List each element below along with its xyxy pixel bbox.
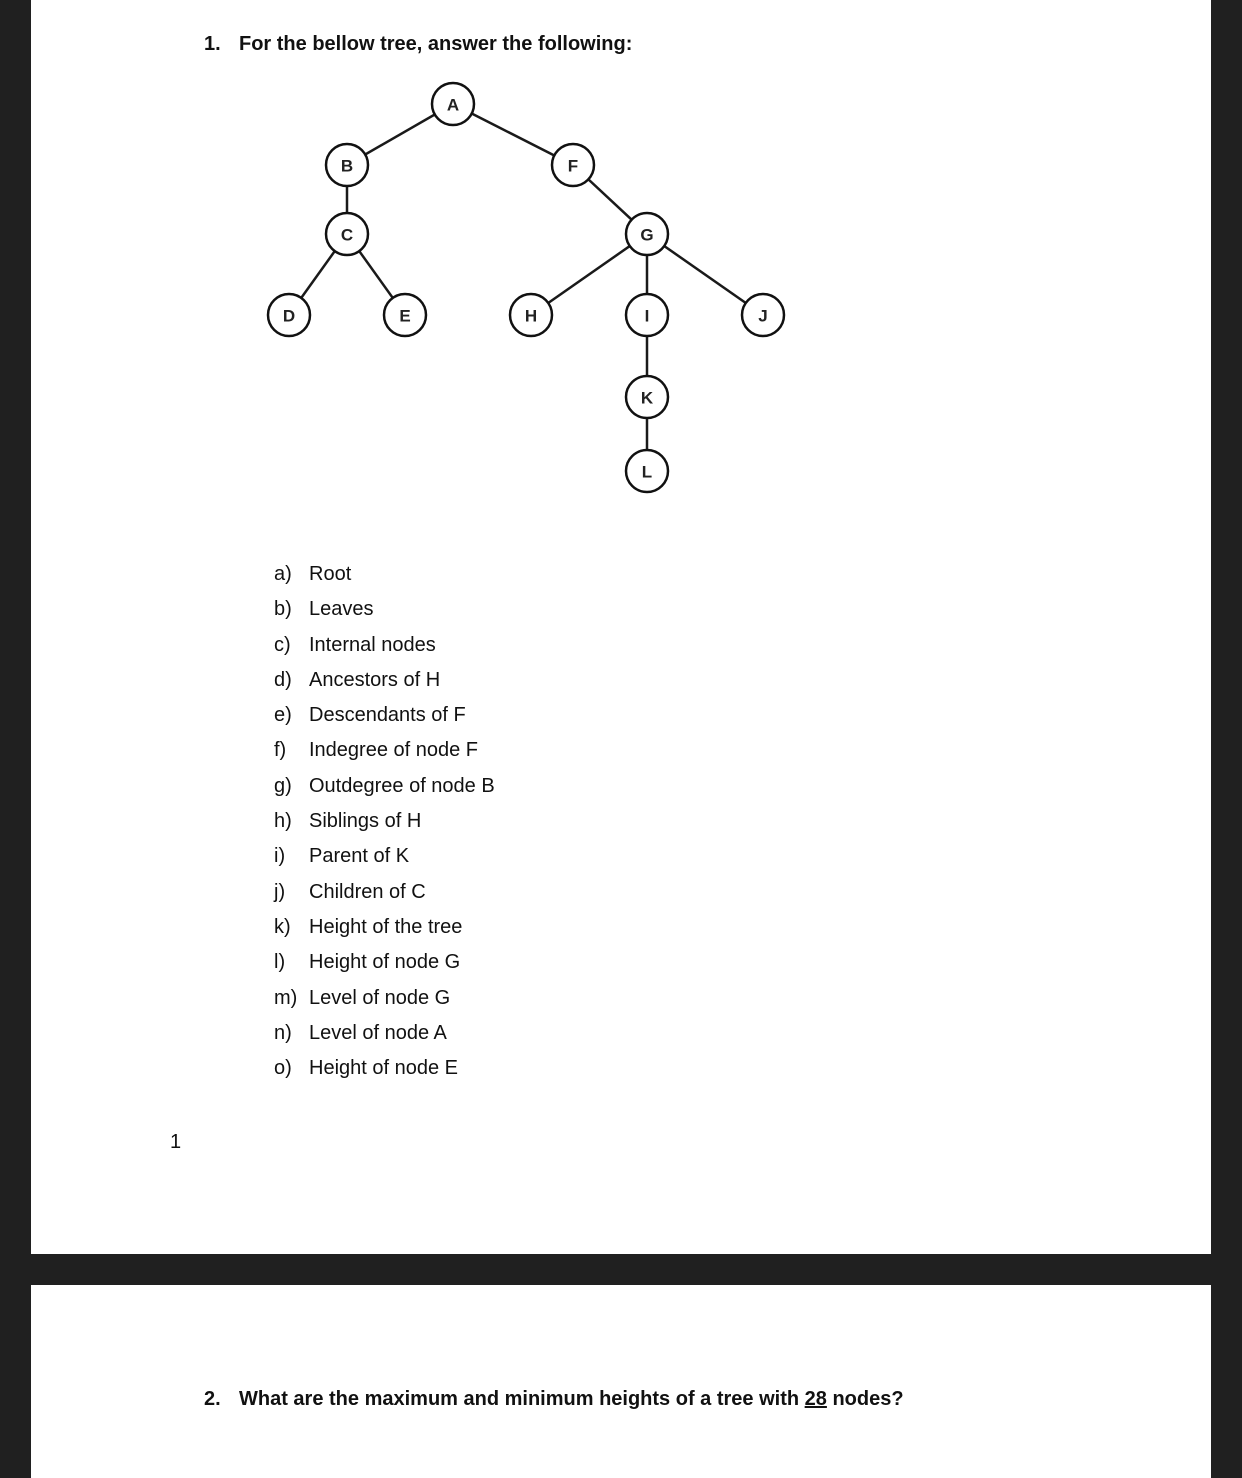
tree-node-l	[626, 450, 668, 492]
sub-question-text: Root	[309, 563, 352, 585]
tree-node-c	[326, 213, 368, 255]
tree-diagram	[31, 0, 1211, 540]
sub-question-item	[274, 593, 495, 628]
sub-question-label: f)	[274, 739, 287, 762]
tree-node-j	[742, 294, 784, 336]
sub-question-text: Descendants of F	[309, 704, 466, 727]
sub-question-text: Height of node E	[309, 1057, 458, 1080]
sub-question-list	[274, 558, 495, 1087]
tree-node-label: F	[567, 156, 579, 176]
tree-node-k	[626, 376, 668, 418]
sub-question-text: Level of node G	[309, 986, 451, 1009]
sub-question-text: Parent of K	[309, 845, 410, 868]
sub-question-item	[274, 946, 495, 981]
tree-node-label: G	[640, 225, 654, 245]
tree-node-label: I	[644, 306, 650, 326]
sub-question-label: i)	[274, 845, 286, 868]
sub-question-text: Height of the tree	[309, 915, 463, 938]
sub-question-label: c)	[274, 633, 291, 656]
question-2-title	[204, 1388, 904, 1411]
sub-question-text: Indegree of node F	[309, 739, 479, 762]
sub-question-text: Height of node G	[309, 951, 461, 974]
tree-node-d	[268, 294, 310, 336]
sub-question-item	[274, 982, 495, 1017]
question-1-text: For the bellow tree, answer the following:	[239, 33, 633, 55]
sub-question-label: a)	[274, 563, 292, 585]
sub-question-text: Outdegree of node B	[309, 774, 495, 797]
tree-node-label: L	[641, 462, 653, 482]
sub-question-label: o)	[274, 1057, 292, 1080]
sub-question-label: b)	[274, 598, 292, 621]
sub-question-label: h)	[274, 810, 292, 833]
sub-question-label: g)	[274, 774, 292, 797]
question-2-node-count: 28	[804, 1388, 827, 1410]
sub-question-label: k)	[274, 915, 291, 938]
sub-question-item	[274, 770, 495, 805]
tree-node-label: E	[399, 306, 411, 326]
tree-node-g	[626, 213, 668, 255]
tree-node-f	[552, 144, 594, 186]
tree-node-a	[432, 83, 474, 125]
sub-question-item	[274, 558, 495, 593]
sub-question-item	[274, 734, 495, 769]
sub-question-item	[274, 1017, 495, 1052]
sub-question-text: Level of node A	[309, 1021, 447, 1044]
tree-node-label: H	[524, 306, 538, 326]
sub-question-label: l)	[274, 951, 286, 974]
sub-question-text: Children of C	[309, 880, 426, 903]
tree-node-label: A	[446, 95, 460, 115]
tree-node-label: K	[640, 388, 654, 408]
sub-question-item	[274, 1052, 495, 1087]
sub-question-text: Ancestors of H	[309, 668, 441, 691]
sub-question-label: d)	[274, 668, 292, 691]
question-2-text-after: nodes?	[826, 1388, 904, 1410]
sub-question-item	[274, 911, 495, 946]
sub-question-item	[274, 664, 495, 699]
sub-question-item	[274, 805, 495, 840]
tree-node-label: B	[340, 156, 354, 176]
question-2-text-before: What are the maximum and minimum heights of a tree with	[239, 1388, 805, 1410]
tree-node-label: J	[758, 306, 768, 326]
tree-node-label: D	[282, 306, 296, 326]
sub-question-label: n)	[274, 1021, 292, 1044]
sub-question-item	[274, 629, 495, 664]
tree-node-label: C	[340, 225, 354, 245]
sub-question-item	[274, 876, 495, 911]
sub-question-item	[274, 699, 495, 734]
sub-question-text: Siblings of H	[309, 810, 422, 833]
tree-node-e	[384, 294, 426, 336]
tree-node-b	[326, 144, 368, 186]
tree-node-i	[626, 294, 668, 336]
sub-question-item	[274, 840, 495, 875]
page-number: 1	[170, 1131, 182, 1153]
sub-question-label: m)	[274, 986, 298, 1009]
tree-node-h	[510, 294, 552, 336]
sub-question-label: j)	[274, 880, 286, 903]
sub-question-text: Internal nodes	[309, 633, 436, 656]
page-2	[31, 1285, 1211, 1478]
question-2-number: 2.	[204, 1388, 221, 1410]
sub-question-text: Leaves	[309, 598, 374, 621]
sub-question-label: e)	[274, 704, 292, 727]
page-1	[31, 0, 1211, 1254]
question-1-number: 1.	[204, 33, 221, 55]
